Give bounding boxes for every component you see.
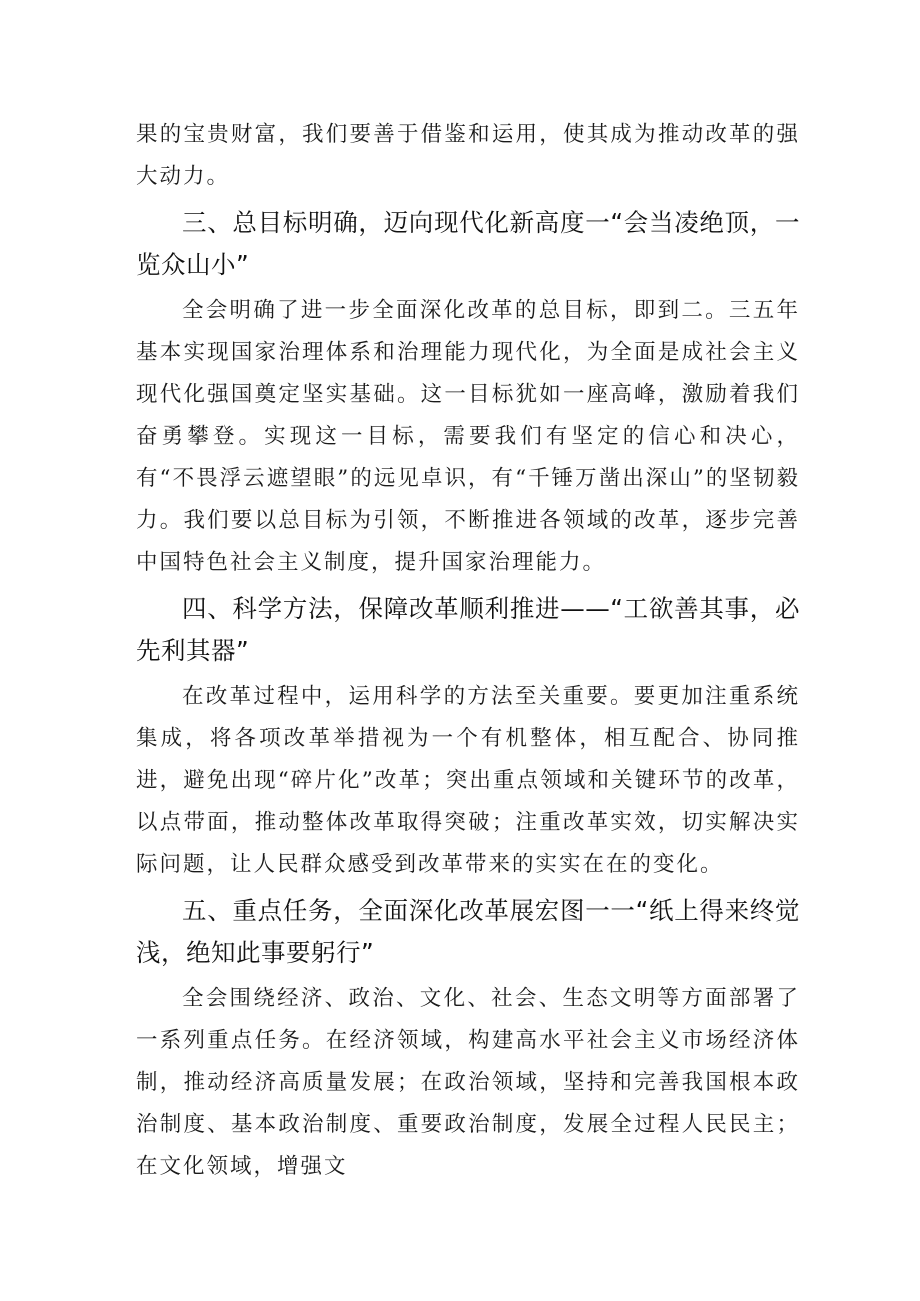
paragraph-intro: 果的宝贵财富，我们要善于借鉴和运用，使其成为推动改革的强大动力。 [136,122,800,189]
paragraph-section-4: 在改革过程中，运用科学的方法至关重要。要更加注重系统集成，将各项改革举措视为一个有机整体，相互配合、协同推进，避免出现“碎片化”改革；突出重点领域和关键环节的改革，以点带面，推动整体改革取得突破；注重改革实效，切实解决实际问题，让人民群众感受到改革带来的实实在在的变化。 [136,684,800,877]
section-heading-4: 四、科学方法，保障改革顺利推进——“工欲善其事，必先利其器” [136,594,800,665]
paragraph-section-3: 全会明确了进一步全面深化改革的总目标，即到二。三五年基本实现国家治理体系和治理能力现代化，为全面是成社会主义现代化强国奠定坚实基础。这一目标犹如一座高峰，激励着我们奋勇攀登。实现这一目标，需要我们有坚定的信心和决心，有“不畏浮云遮望眼”的远见卓识，有“千锤万凿出深山”的坚韧毅力。我们要以总目标为引领，不断推进各领域的改革，逐步完善中国特色社会主义制度，提升国家治理能力。 [136,298,800,575]
section-heading-3: 三、总目标明确，迈向现代化新高度一“会当凌绝顶，一览众山小” [136,208,800,279]
paragraph-section-5: 全会围绕经济、政治、文化、社会、生态文明等方面部署了一系列重点任务。在经济领域，构建高水平社会主义市场经济体制，推动经济高质量发展；在政治领域，坚持和完善我国根本政治制度、基本政治制度、重要政治制度，发展全过程人民民主；在文化领域，增强文 [136,986,800,1179]
section-heading-5: 五、重点任务，全面深化改革展宏图一一“纸上得来终觉浅，绝知此事要躬行” [136,896,800,967]
document-page [136,114,800,1188]
